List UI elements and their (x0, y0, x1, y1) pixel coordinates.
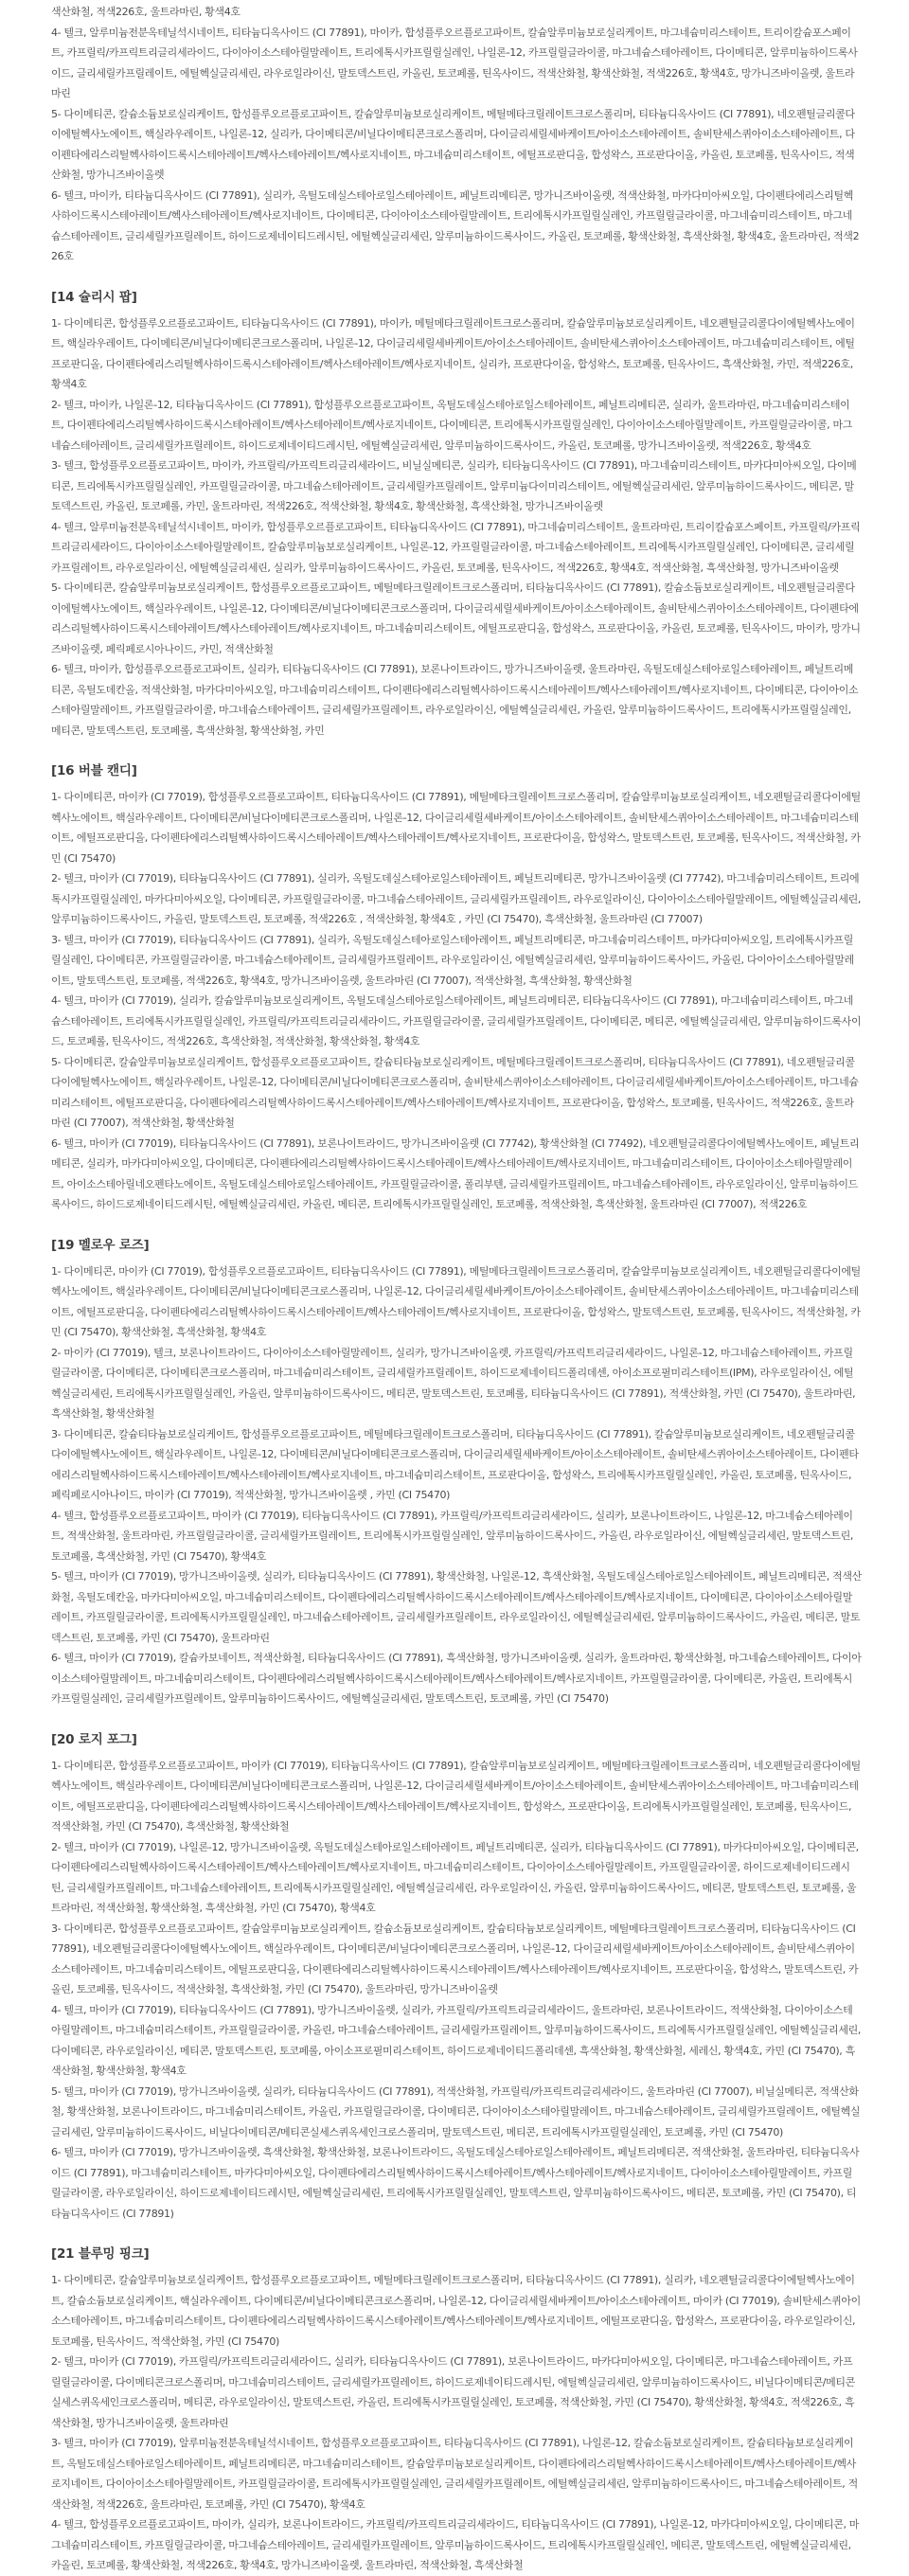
shade-section (51, 2245, 862, 2576)
ingredient-paragraph: 4- 텔크, 알루미늄전분옥테닐석시네이트, 마이카, 합성플루오르플로고파이트, 티타늄디옥사이드 (CI 77891), 마그네슘미리스테이트, 울트라마린, 트리이칼슘포스페이트, 카프릴릭/카프릭트리글리세라이드, 다이아이소스테아릴말레이트, 칼슘알루미늄보로실리케이트, 나일론-12, 카프릴릴글라이콜, 마그네슘스테아레이트, 트리에톡시카프릴릴실레인, 다이메티콘, 글리세릴카프릴레이트, 라우로일라이신, 에틸헥실글리세린, 실리카, 알루미늄하이드록사이드, 카올린, 토코페롤, 틴옥사이드, 적색226호, 황색4호, 적색산화철, 흑색산화철, 망가니즈바이올렛 (51, 520, 861, 574)
shade-title: [16 버블 캔디] (51, 763, 137, 778)
ingredient-paragraph: 6- 텔크, 마이카, 합성플루오르플로고파이트, 실리카, 티타늄디옥사이드 (CI 77891), 보론나이트라이드, 망가니즈바이올렛, 울트라마린, 옥틸도데실스테아로일스테아레이트, 페닐트리메티콘, 옥틸도데칸올, 적색산화철, 마카다미아씨오일, 마그네슘미리스테이트, 다이펜타에리스리틸헥사하이드록시스테아레이트/헥사스테아레이트/헥사로지네이트, 다이메티콘, 다이아이소스테아릴말레이트, 카프릴릴글라이콜, 마그네슘스테아레이트, 글리세릴카프릴레이트, 라우로일라이신, 에틸헥실글리세린, 카올린, 알루미늄하이드록사이드, 트리에톡시카프릴릴실레인, 메티콘, 말토덱스트린, 토코페롤, 흑색산화철, 황색산화철, 카민 (51, 663, 859, 737)
ingredient-paragraph: 4- 텔크, 알루미늄전분옥테닐석시네이트, 티타늄디옥사이드 (CI 77891), 마이카, 합성플루오르플로고파이트, 칼슘알루미늄보로실리케이트, 마그네슘미리스테이트, 트리이칼슘포스페이트, 카프릴릭/카프릭트리글리세라이드, 다이아이소스테아릴말레이트, 트리에톡시카프릴릴실레인, 나일론-12, 카프릴릴글라이콜, 마그네슘스테아레이트, 다이메티콘, 알루미늄하이드록사이드, 글리세릴카프릴레이트, 에틸헥실글리세린, 라우로일라이신, 말토덱스트린, 카올린, 토코페롤, 틴옥사이드, 적색산화철, 황색산화철, 적색226호, 황색4호, 망가니즈바이올렛, 울트라마린 (51, 26, 858, 99)
ingredient-paragraph: 색산화철, 적색226호, 울트라마린, 황색4호 (51, 6, 241, 18)
shade-title: [20 로지 포그] (51, 1731, 137, 1747)
section-spacer (51, 1215, 862, 1236)
shade-section (51, 761, 862, 1215)
ingredient-paragraph: 5- 텔크, 마이카 (CI 77019), 망가니즈바이올렛, 실리카, 티타늄디옥사이드 (CI 77891), 적색산화철, 카프릴릭/카프릭트리글리세라이드, 울트라마린 (CI 77007), 비닐실메티콘, 적색산화철, 황색산화철, 보론나이트라이드, 마그네슘미리스테이트, 카올린, 카프릴릴글라이콜, 다이메티콘, 다이아이소스테아릴말레이트, 마그네슘스테아레이트, 글리세릴카프릴레이트, 에틸헥실글리세린, 알루미늄하이드록사이드, 비닐다이메티콘/메티콘실세스퀴옥세인크로스폴리머, 말토덱스트린, 메티콘, 트리에톡시카프릴릴실레인, 토코페롤, 카민 (CI 75470) (51, 2084, 861, 2138)
ingredient-paragraph: 1- 다이메티콘, 마이카 (CI 77019), 합성플루오르플로고파이트, 티타늄디옥사이드 (CI 77891), 메틸메타크릴레이트크로스폴리머, 칼슘알루미늄보로실리케이트, 네오펜틸글리콜다이에틸헥사노에이트, 핵실라우레이트, 다이메티콘/비닐다이메티콘크로스폴리머, 나일론-12, 다이글리세릴세바케이트/아이소스테아레이트, 솔비탄세스퀴아이소스테아레이트, 마그네슘미리스테이트, 에틸프로판디올, 다이펜타에리스리틸헥사하이드록시스테아레이트/헥사스테아레이트/헥사로지네이트, 프로판다이올, 합성왁스, 말토덱스트린, 토코페롤, 틴옥사이드, 적색산화철, 카민 (CI 75470), 황색산화철, 흑색산화철, 황색4호 (51, 1264, 861, 1338)
ingredient-paragraph: 4- 텔크, 합성플루오르플로고파이트, 마이카 (CI 77019), 티타늄디옥사이드 (CI 77891), 카프릴릭/카프릭트리글리세라이드, 실리카, 보론나이트라이드, 나일론-12, 마그네슘스테아레이트, 적색산화철, 울트라마린, 카프릴릴글라이콜, 글리세릴카프릴레이트, 트리에톡시카프릴릴실레인, 알루미늄하이드록사이드, 카올린, 라우로일라이신, 에틸헥실글리세린, 말토덱스트린, 토코페롤, 흑색산화철, 카민 (CI 75470), 황색4호 (51, 1509, 854, 1563)
ingredient-paragraph: 2- 텔크, 마이카 (CI 77019), 카프릴릭/카프릭트리글리세라이드, 실리카, 티타늄디옥사이드 (CI 77891), 보론나이트라이드, 마카다미아씨오일, 다이메티콘, 마그네슘스테아레이트, 카프릴릴글라이콜, 다이메티콘크로스폴리머, 마그네슘미리스테이트, 글리세릴카프릴레이트, 하이드로제네이티드레시틴, 에틸헥실글리세린, 알루미늄하이드록사이드, 비닐다이메티콘/메티콘실세스퀴옥세인크로스폴리머, 메티콘, 라우로일라이신, 말토덱스트린, 카올린, 트리에톡시카프릴릴실레인, 토코페롤, 적색산화철, 카민 (CI 75470), 황색산화철, 황색4호, 적색226호, 흑색산화철, 망가니즈바이올렛, 울트라마린 (51, 2355, 855, 2429)
ingredient-paragraph: 6- 텔크, 마이카 (CI 77019), 티타늄디옥사이드 (CI 77891), 보론나이트라이드, 망가니즈바이올렛 (CI 77742), 황색산화철 (CI 77492), 네오펜틸글리콜다이에틸헥사노에이트, 페닐트리메티콘, 실리카, 마카다미아씨오일, 다이메티콘, 다이펜타에리스리틸헥사하이드록시스테아레이트/헥사스테아레이트/헥사로지네이트, 마그네슘미리스테이트, 다이아이소스테아릴말레이트, 아이소스테아릴네오펜타노에이트, 옥틸도데실스테아로일스테아레이트, 카프릴릴글라이콜, 폴리부텐, 글리세릴카프릴레이트, 마그네슘스테아레이트, 라우로일라이신, 알루미늄하이드록사이드, 하이드로제네이티드레시틴, 에틸헥실글리세린, 카올린, 메티콘, 트리에톡시카프릴릴실레인, 토코페롤, 적색산화철, 흑색산화철, 울트라마린 (CI 77007), 적색226호 (51, 1136, 860, 1210)
shade-title: [19 멜로우 로즈] (51, 1237, 150, 1253)
ingredient-paragraph: 3- 텔크, 마이카 (CI 77019), 알루미늄전분옥테닐석시네이트, 합성플루오르플로고파이트, 티타늄디옥사이드 (CI 77891), 나일론-12, 칼슘소듐보로실리케이트, 칼슘티타늄보로실리케이트, 옥틸도데실스테아로일스테아레이트, 페닐트리메티콘, 마그네슘미리스테이트, 칼슘알루미늄보로실리케이트, 다이펜타에리스리틸헥사하이드록시스테아레이트/헥사스테아레이트/헥사로지네이트, 다이아이소스테아릴말레이트, 카프릴릴글라이콜, 트리에톡시카프릴릴실레인, 글리세릴카프릴레이트, 에틸헥실글리세린, 알루미늄하이드록사이드, 마그네슘스테아레이트, 적색산화철, 적색226호, 울트라마린, 토코페롤, 카민 (CI 75470), 황색4호 (51, 2437, 858, 2511)
ingredient-paragraph: 5- 다이메티콘, 칼슘알루미늄보로실리케이트, 합성플루오르플로고파이트, 칼슘티타늄보로실리케이트, 메틸메타크릴레이트크로스폴리머, 티타늄디옥사이드 (CI 77891), 네오펜틸글리콜다이에틸헥사노에이트, 핵실라우레이트, 나일론-12, 다이메티콘/비닐다이메티콘크로스폴리머, 솔비탄세스퀴아이소스테아레이트, 다이글리세릴세바케이트/아이소스테아레이트, 마그네슘미리스테이트, 에틸프로판디올, 다이펜타에리스리틸헥사하이드록시스테아레이트/헥사스테아레이트/헥사로지네이트, 프로판다이올, 합성왁스, 토코페롤, 틴옥사이드, 적색226호, 울트라마린 (CI 77007), 적색산화철, 황색산화철 (51, 1055, 859, 1129)
ingredient-paragraph: 6- 텔크, 마이카, 티타늄디옥사이드 (CI 77891), 실리카, 옥틸도데실스테아로일스테아레이트, 페닐트리메티콘, 망가니즈바이올렛, 적색산화철, 마카다미아씨오일, 다이펜타에리스리틸헥사하이드록시스테아레이트/헥사스테아레이트/헥사로지네이트, 다이메티콘, 다이아이소스테아릴말레이트, 트리에톡시카프릴릴실레인, 카프릴릴글라이콜, 마그네슘미리스테이트, 마그네슘스테아레이트, 글리세릴카프릴레이트, 하이드로제네이티드레시틴, 에틸헥실글리세린, 알루미늄하이드록사이드, 카올린, 토코페롤, 황색산화철, 흑색산화철, 황색4호, 울트라마린, 적색226호 (51, 188, 860, 262)
shade-sections (51, 267, 862, 2576)
ingredient-paragraph: 2- 텔크, 마이카 (CI 77019), 티타늄디옥사이드 (CI 77891), 실리카, 옥틸도데실스테아로일스테아레이트, 페닐트리메티콘, 망가니즈바이올렛 (CI 77742), 마그네슘미리스테이트, 트리에톡시카프릴릴실레인, 마카다미아씨오일, 다이메티콘, 카프릴릴글라이콜, 마그네슘스테아레이트, 글리세릴카프릴레이트, 라우로일라이신, 다이아이소스테아릴말레이트, 에틸헥실글리세린, 알루미늄하이드록사이드, 카올린, 말토덱스트린, 토코페롤, 적색226호 , 적색산화철, 황색4호 , 카민 (CI 75470), 흑색산화철, 울트라마린 (CI 77007) (51, 872, 862, 925)
ingredient-paragraph: 3- 텔크, 합성플루오르플로고파이트, 마이카, 카프릴릭/카프릭트리글리세라이드, 비닐실메티콘, 실리카, 티타늄디옥사이드 (CI 77891), 마그네슘미리스테이트, 마카다미아씨오일, 다이메티콘, 트리에톡시카프릴릴실레인, 카프릴릴글라이콜, 마그네슘스테아레이트, 글리세릴카프릴레이트, 알루미늄다이미리스테이트, 에틸헥실글리세린, 알루미늄하이드록사이드, 메티콘, 말토덱스트린, 카올린, 토코페롤, 카민, 울트라마린, 적색226호, 적색산화철, 황색4호, 황색산화철, 흑색산화철, 망가니즈바이올렛 (51, 459, 857, 512)
ingredient-paragraph: 2- 텔크, 마이카, 나일론-12, 티타늄디옥사이드 (CI 77891), 합성플루오르플로고파이트, 옥틸도데실스테아로일스테아레이트, 페닐트리메티콘, 실리카, 울트라마린, 마그네슘미리스테이트, 다이펜타에리스리틸헥사하이드록시스테아레이트/헥사스테아레이트/헥사로지네이트, 다이메티콘, 트리에톡시카프릴릴실레인, 다이아이소스테아릴말레이트, 카프릴릴글라이콜, 마그네슘스테아레이트, 글리세릴카프릴레이트, 하이드로제네이티드레시틴, 에틸헥실글리세린, 알루미늄하이드록사이드, 카올린, 토코페롤, 망가니즈바이올렛, 적색226호, 황색4호 (51, 398, 852, 452)
ingredient-paragraph: 5- 다이메티콘, 칼슘알루미늄보로실리케이트, 합성플루오르플로고파이트, 메틸메타크릴레이트크로스폴리머, 티타늄디옥사이드 (CI 77891), 칼슘소듐보로실리케이트, 네오펜틸글리콜다이에틸헥사노에이트, 핵실라우레이트, 나일론-12, 다이메티콘/비닐다이메티콘크로스폴리머, 다이글리세릴세바케이트/아이소스테아레이트, 솔비탄세스퀴아이소스테아레이트, 다이펜타에리스리틸헥사하이드록시스테아레이트/헥사스테아레이트/헥사로지네이트, 마그네슘미리스테이트, 에틸프로판디올, 합성왁스, 프로판다이올, 카올린, 토코페롤, 틴옥사이드, 마이카, 망가니즈바이올렛, 페릭페로시아나이드, 카민, 적색산화철 (51, 581, 861, 655)
ingredient-paragraph: 1- 다이메티콘, 합성플루오르플로고파이트, 마이카 (CI 77019), 티타늄디옥사이드 (CI 77891), 칼슘알루미늄보로실리케이트, 메틸메타크릴레이트크로스폴리머, 네오펜틸글리콜다이에틸헥사노에이트, 핵실라우레이트, 다이메티콘/비닐다이메티콘크로스폴리머, 나일론-12, 다이글리세릴세바케이트/아이소스테아레이트, 솔비탄세스퀴아이소스테아레이트, 마그네슘미리스테이트, 에틸프로판디올, 다이펜타에리스리틸헥사하이드록시스테아레이트/헥사스테아레이트/헥사로지네이트, 합성왁스, 프로판다이올, 트리에톡시카프릴릴실레인, 토코페롤, 틴옥사이드, 적색산화철, 카민 (CI 75470), 흑색산화철, 황색산화철 (51, 1759, 861, 1833)
ingredient-paragraph: 1- 다이메티콘, 마이카 (CI 77019), 합성플루오르플로고파이트, 티타늄디옥사이드 (CI 77891), 메틸메타크릴레이트크로스폴리머, 칼슘알루미늄보로실리케이트, 네오펜틸글리콜다이에틸헥사노에이트, 핵실라우레이트, 다이메티콘/비닐다이메티콘크로스폴리머, 나일론-12, 다이글리세릴세바케이트/아이소스테아레이트, 솔비탄세스퀴아이소스테아레이트, 마그네슘미리스테이트, 에틸프로판디올, 다이펜타에리스리틸헥사하이드록시스테아레이트/헥사스테아레이트/헥사로지네이트, 프로판다이올, 합성왁스, 말토덱스트린, 토코페롤, 틴옥사이드, 적색산화철, 카민 (CI 75470) (51, 791, 861, 865)
intro-section (51, 2, 862, 267)
ingredient-paragraph: 4- 텔크, 마이카 (CI 77019), 티타늄디옥사이드 (CI 77891), 망가니즈바이올렛, 실리카, 카프릴릭/카프릭트리글리세라이드, 울트라마린, 보론나이트라이드, 적색산화철, 다이아이소스테아릴말레이트, 마그네슘미리스테이트, 카프릴릴글라이콜, 카올린, 마그네슘스테아레이트, 글리세릴카프릴레이트, 알루미늄하이드록사이드, 트리에톡시카프릴릴실레인, 에틸헥실글리세린, 다이메티콘, 라우로일라이신, 메티콘, 말토덱스트린, 토코페롤, 아이소프로필미리스테이트, 하이드로제네이티드폴리데센, 흑색산화철, 황색산화철, 세레신, 황색4호, 카민 (CI 75470), 흑색산화철, 황색산화철, 황색4호 (51, 2003, 862, 2077)
ingredient-paragraph: 4- 텔크, 마이카 (CI 77019), 실리카, 칼슘알루미늄보로실리케이트, 옥틸도데실스테아로일스테아레이트, 페닐트리메티콘, 티타늄디옥사이드 (CI 77891), 마그네슘미리스테이트, 마그네슘스테아레이트, 트리에톡시카프릴릴실레인, 카프릴릭/카프릭트리글리세라이드, 카프릴릴글라이콜, 글리세릴카프릴레이트, 다이메티콘, 메티콘, 에틸헥실글리세린, 알루미늄하이드록사이드, 토코페롤, 틴옥사이드, 적색226호, 흑색산화철, 적색산화철, 황색산화철, 황색4호 (51, 994, 862, 1047)
ingredient-paragraph: 1- 다이메티콘, 칼슘알루미늄보로실리케이트, 합성플루오르플로고파이트, 메틸메타크릴레이트크로스폴리머, 티타늄디옥사이드 (CI 77891), 실리카, 네오펜틸글리콜다이에틸헥사노에이트, 칼슘소듐보로실리케이트, 핵실라우레이트, 다이메티콘/비닐다이메티콘크로스폴리머, 나일론-12, 다이글리세릴세바케이트/아이소스테아레이트, 마이카 (CI 77019), 솔비탄세스퀴아이소스테아레이트, 마그네슘미리스테이트, 다이펜타에리스리틸헥사하이드록시스테아레이트/헥사스테아레이트/헥사로지네이트, 에틸프로판디올, 합성왁스, 프로판다이올, 라우로일라이신, 토코페롤, 틴옥사이드, 적색산화철, 카민 (CI 75470) (51, 2274, 861, 2348)
ingredient-paragraph: 2- 마이카 (CI 77019), 텔크, 보론나이트라이드, 다이아이소스테아릴말레이트, 실리카, 망가니즈바이올렛, 카프릴릭/카프릭트리글리세라이드, 나일론-12, 마그네슘스테아레이트, 카프릴릴글라이콜, 다이메티콘, 다이메티콘크로스폴리머, 마그네슘미리스테이트, 글리세릴카프릴레이트, 하이드로제네이티드폴리데센, 아이소프로필미리스테이트(IPM), 라우로일라이신, 에틸헥실글리세린, 트리에톡시카프릴릴실레인, 카올린, 알루미늄하이드록사이드, 메티콘, 말토덱스트린, 토코페롤, 티타늄디옥사이드 (CI 77891), 적색산화철, 카민 (CI 75470), 울트라마린, 흑색산화철, 황색산화철 (51, 1346, 856, 1420)
ingredient-paragraph: 1- 다이메티콘, 합성플루오르플로고파이트, 티타늄디옥사이드 (CI 77891), 마이카, 메틸메타크릴레이트크로스폴리머, 칼슘알루미늄보로실리케이트, 네오펜틸글리콜다이에틸헥사노에이트, 핵실라우레이트, 다이메티콘/비닐다이메티콘크로스폴리머, 나일론-12, 다이글리세릴세바케이트/아이소스테아레이트, 솔비탄세스퀴아이소스테아레이트, 마그네슘미리스테이트, 에틸프로판디올, 다이펜타에리스리틸헥사하이드록시스테아레이트/헥사스테아레이트/헥사로지네이트, 실리카, 프로판다이올, 합성왁스, 토코페롤, 틴옥사이드, 흑색산화철, 카민, 적색226호, 황색4호 (51, 316, 855, 390)
ingredient-paragraph: 2- 텔크, 마이카 (CI 77019), 나일론-12, 망가니즈바이올렛, 옥틸도데실스테아로일스테아레이트, 페닐트리메티콘, 실리카, 티타늄디옥사이드 (CI 77891), 마카다미아씨오일, 다이메티콘, 다이펜타에리스리틸헥사하이드록시스테아레이트/헥사스테아레이트/헥사로지네이트, 마그네슘미리스테이트, 다이아이소스테아릴말레이트, 카프릴릴글라이콜, 하이드로제네이티드레시틴, 글리세릴카프릴레이트, 마그네슘스테아레이트, 트리에톡시카프릴릴실레인, 에틸헥실글리세린, 라우로일라이신, 카올린, 알루미늄하이드록사이드, 메티콘, 말토덱스트린, 토코페롤, 울트라마린, 적색산화철, 황색산화철, 흑색산화철, 카민 (CI 75470), 황색4호 (51, 1840, 859, 1914)
section-spacer (51, 2224, 862, 2245)
ingredient-paragraph: 5- 다이메티콘, 칼슘소듐보로실리케이트, 합성플루오르플로고파이트, 칼슘알루미늄보로실리케이트, 메틸메타크릴레이트크로스폴리머, 티타늄디옥사이드 (CI 77891), 네오펜틸글리콜다이에틸헥사노에이트, 핵실라우레이트, 나일론-12, 실리카, 다이메티콘/비닐다이메티콘크로스폴리머, 다이글리세릴세바케이트/아이소스테아레이트, 솔비탄세스퀴아이소스테아레이트, 다이펜타에리스리틸헥사하이드록시스테아레이트/헥사스테아레이트/헥사로지네이트, 마그네슘미리스테이트, 에틸프로판디올, 합성왁스, 프로판다이올, 카올린, 토코페롤, 틴옥사이드, 적색산화철, 망가니즈바이올렛 (51, 107, 855, 181)
ingredient-paragraph: 5- 텔크, 마이카 (CI 77019), 망가니즈바이올렛, 실리카, 티타늄디옥사이드 (CI 77891), 황색산화철, 나일론-12, 흑색산화철, 옥틸도데실스테아로일스테아레이트, 페닐트리메티콘, 적색산화철, 옥틸도데칸올, 마카다미아씨오일, 마그네슘미리스테이트, 다이펜타에리스리틸헥사하이드록시스테아레이트/헥사스테아레이트/헥사로지네이트, 다이메티콘, 다이아이소스테아릴말레이트, 카프릴릴글라이콜, 트리에톡시카프릴릴실레인, 마그네슘스테아레이트, 글리세릴카프릴레이트, 라우로일라이신, 에틸헥실글리세린, 알루미늄하이드록사이드, 카올린, 메티콘, 말토덱스트린, 토코페롤, 카민 (CI 75470), 울트라마린 (51, 1570, 862, 1644)
shade-section (51, 1730, 862, 2225)
ingredient-paragraph: 3- 다이메티콘, 합성플루오르플로고파이트, 칼슘알루미늄보로실리케이트, 칼슘소듐보로실리케이트, 칼슘티타늄보로실리케이트, 메틸메타크릴레이트크로스폴리머, 티타늄디옥사이드 (CI 77891), 네오펜틸글리콜다이에틸헥사노에이트, 핵실라우레이트, 다이메티콘/비닐다이메티콘크로스폴리머, 나일론-12, 다이글리세릴세바케이트/아이소스테아레이트, 솔비탄세스퀴아이소스테아레이트, 마그네슘미리스테이트, 에틸프로판디올, 다이펜타에리스리틸헥사하이드록시스테아레이트/헥사스테아레이트/헥사로지네이트, 프로판다이올, 합성왁스, 말토덱스트린, 카올린, 토코페롤, 틴옥사이드, 적색산화철, 흑색산화철, 카민 (CI 75470), 울트라마린, 망가니즈바이올렛 (51, 1922, 859, 1995)
ingredient-paragraph: 6- 텔크, 마이카 (CI 77019), 칼슘카보네이트, 적색산화철, 티타늄디옥사이드 (CI 77891), 흑색산화철, 망가니즈바이올렛, 실리카, 울트라마린, 황색산화철, 마그네슘스테아레이트, 다이아이소스테아릴말레이트, 마그네슘미리스테이트, 다이펜타에리스리틸헥사하이드록시스테아레이트/헥사스테아레이트/헥사로지네이트, 카프릴릴글라이콜, 다이메티콘, 카올린, 트리에톡시카프릴릴실레인, 글리세릴카프릴레이트, 알루미늄하이드록사이드, 에틸헥실글리세린, 말토덱스트린, 토코페롤, 카민 (CI 75470) (51, 1652, 862, 1705)
shade-title: [14 슐리시 팝] (51, 289, 137, 305)
section-spacer (51, 741, 862, 761)
ingredient-paragraph: 4- 텔크, 합성플루오르플로고파이트, 마이카, 실리카, 보론나이트라이드, 카프릴릭/카프릭트리글리세라이드, 티타늄디옥사이드 (CI 77891), 나일론-12, 마카다미아씨오일, 다이메티콘, 마그네슘미리스테이트, 카프릴릴글라이콜, 마그네슘스테아레이트, 글리세릴카프릴레이트, 알루미늄하이드록사이드, 트리에톡시카프릴릴실레인, 메티콘, 말토덱스트린, 에틸헥실글리세린, 카올린, 토코페롤, 황색산화철, 적색226호, 황색4호, 망가니즈바이올렛, 울트라마린, 적색산화철, 흑색산화철 (51, 2518, 860, 2571)
shade-title: [21 블루밍 핑크] (51, 2246, 150, 2262)
shade-section (51, 1236, 862, 1709)
section-spacer (51, 1709, 862, 1730)
ingredient-paragraph: 3- 텔크, 마이카 (CI 77019), 티타늄디옥사이드 (CI 77891), 실리카, 옥틸도데실스테아로일스테아레이트, 페닐트리메티콘, 마그네슘미리스테이트, 마카다미아씨오일, 트리에톡시카프릴릴실레인, 다이메티콘, 카프릴릴글라이콜, 마그네슘스테아레이트, 글리세릴카프릴레이트, 라우로일라이신, 에틸헥실글리세린, 알루미늄하이드록사이드, 카올린, 다이아이소스테아릴말레이트, 말토덱스트린, 토코페롤, 적색226호, 황색4호, 망가니즈바이올렛, 울트라마린 (CI 77007), 적색산화철, 흑색산화철, 황색산화철 (51, 933, 854, 987)
section-spacer (51, 267, 862, 288)
shade-section (51, 288, 862, 742)
ingredient-paragraph: 3- 다이메티콘, 칼슘티타늄보로실리케이트, 합성플루오르플로고파이트, 메틸메타크릴레이트크로스폴리머, 티타늄디옥사이드 (CI 77891), 칼슘알루미늄보로실리케이트, 네오펜틸글리콜다이에틸헥사노에이트, 핵실라우레이트, 나일론-12, 다이메티콘/비닐다이메티콘크로스폴리머, 다이글리세릴세바케이트/아이소스테아레이트, 솔비탄세스퀴아이소스테아레이트, 다이펜타에리스리틸헥사하이드록시스테아레이트/헥사스테아레이트/헥사로지네이트, 마그네슘미리스테이트, 프로판다이올, 합성왁스, 트리에톡시카프릴릴실레인, 카올린, 토코페롤, 틴옥사이드, 페릭페로시아나이드, 마이카 (CI 77019), 적색산화철, 망가니즈바이올렛 , 카민 (CI 75470) (51, 1427, 859, 1501)
ingredient-paragraph: 6- 텔크, 마이카 (CI 77019), 망가니즈바이올렛, 흑색산화철, 황색산화철, 보론나이트라이드, 옥틸도데실스테아로일스테아레이트, 페닐트리메티콘, 적색산화철, 울트라마린, 티타늄디옥사이드 (CI 77891), 마그네슘미리스테이트, 마카다미아씨오일, 다이펜타에리스리틸헥사하이드록시스테아레이트/헥사스테아레이트/헥사로지네이트, 다이아이소스테아릴말레이트, 카프릴릴글라이콜, 라우로일라이신, 하이드로제네이티드레시틴, 에틸헥실글리세린, 트리에톡시카프릴릴실레인, 말토덱스트린, 알루미늄하이드록사이드, 메티콘, 토코페롤, 카민 (CI 75470), 티타늄디옥사이드 (CI 77891) (51, 2146, 860, 2220)
